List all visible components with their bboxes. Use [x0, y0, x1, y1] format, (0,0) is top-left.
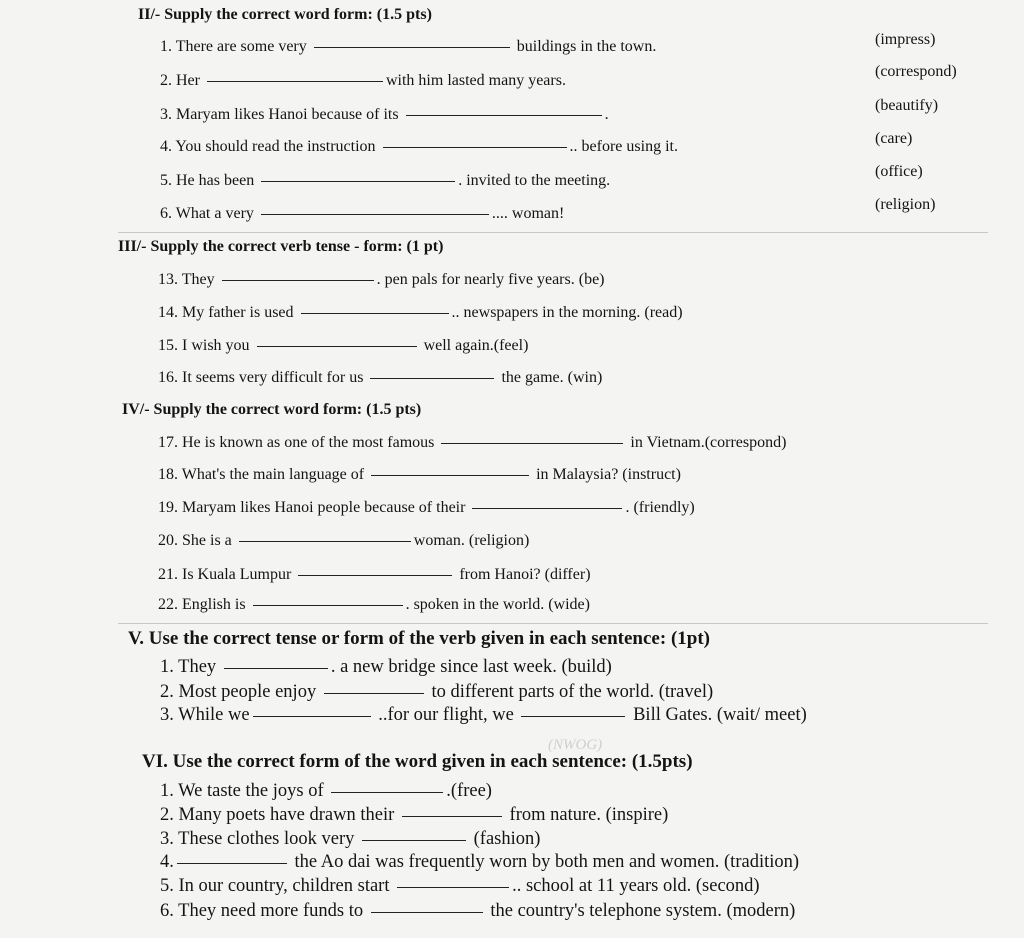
section-2-title: II/- Supply the correct word form: (1.5 pts)	[138, 6, 432, 23]
item-text-after: the country's telephone system. (modern)	[490, 901, 796, 921]
item-text-after: .... woman!	[491, 205, 565, 222]
item-text-before: Most people enjoy	[178, 682, 317, 702]
s6-item-6	[160, 901, 795, 922]
item-number: 22.	[158, 596, 178, 613]
item-text-after: . invited to the meeting.	[458, 172, 611, 189]
item-number: 2.	[160, 805, 174, 825]
answer-blank[interactable]	[402, 815, 502, 817]
s2-hint-5: (office)	[875, 163, 923, 180]
item-number: 2.	[160, 682, 174, 702]
answer-blank-meet[interactable]	[521, 715, 625, 717]
answer-blank[interactable]	[257, 345, 417, 347]
s4-item-20	[158, 532, 529, 550]
s6-item-1	[160, 781, 492, 802]
item-text-after: . a new bridge since last week. (build)	[330, 657, 612, 677]
s5-item-2	[160, 682, 713, 703]
item-text-after: .	[604, 106, 609, 123]
s6-item-4	[160, 852, 799, 873]
bleed-through-text: (NWOG)	[548, 737, 603, 753]
answer-blank-wait[interactable]	[253, 715, 371, 717]
s2-item-1	[160, 38, 656, 56]
s3-item-16	[158, 369, 602, 387]
item-text-after: the Ao dai was frequently worn by both men and women. (tradition)	[294, 852, 800, 872]
answer-blank[interactable]	[383, 146, 567, 148]
s3-item-15	[158, 337, 528, 355]
item-text-before: Is Kuala Lumpur	[182, 566, 292, 583]
s4-item-17	[158, 434, 786, 452]
answer-blank[interactable]	[298, 574, 452, 576]
item-text-after: . (friendly)	[625, 499, 695, 516]
answer-blank[interactable]	[207, 80, 383, 82]
item-text-after: well again.(feel)	[423, 337, 529, 354]
item-text-before: You should read the instruction	[175, 138, 376, 155]
answer-blank[interactable]	[331, 791, 443, 793]
answer-blank[interactable]	[441, 442, 623, 444]
s4-item-19	[158, 499, 695, 517]
answer-blank[interactable]	[371, 474, 529, 476]
answer-blank[interactable]	[224, 667, 328, 669]
item-number: 17.	[158, 434, 178, 451]
s4-item-18	[158, 466, 681, 484]
s5-item-1	[160, 657, 612, 678]
item-text-before: What's the main language of	[181, 466, 365, 483]
answer-blank[interactable]	[239, 540, 411, 542]
answer-blank[interactable]	[406, 114, 602, 116]
item-number: 6.	[160, 205, 172, 222]
s2-hint-4: (care)	[875, 130, 913, 147]
item-number: 5.	[160, 172, 172, 189]
s2-item-5	[160, 172, 610, 190]
item-text-after: .. before using it.	[569, 138, 678, 155]
s6-item-2	[160, 805, 668, 826]
s2-item-6	[160, 205, 564, 223]
item-text-before: In our country, children start	[178, 876, 390, 896]
item-text-before: Her	[176, 72, 200, 89]
answer-blank[interactable]	[253, 604, 403, 606]
s2-hint-1: (impress)	[875, 31, 936, 48]
item-text-after: (fashion)	[473, 829, 541, 849]
item-text-before: We taste the joys of	[178, 781, 324, 801]
answer-blank[interactable]	[261, 180, 455, 182]
item-text-before: These clothes look very	[178, 829, 355, 849]
item-text-after: .. newspapers in the morning. (read)	[451, 304, 683, 321]
item-text-before: They need more funds to	[178, 901, 364, 921]
item-number: 13.	[158, 271, 178, 288]
item-number: 20.	[158, 532, 178, 549]
item-text-before: He is known as one of the most famous	[182, 434, 435, 451]
answer-blank[interactable]	[177, 862, 287, 864]
item-number: 2.	[160, 72, 172, 89]
item-number: 1.	[160, 781, 174, 801]
s2-hint-6: (religion)	[875, 196, 936, 213]
item-number: 18.	[158, 466, 178, 483]
item-text-after: in Malaysia? (instruct)	[536, 466, 681, 483]
section-5-title: V. Use the correct tense or form of the verb given in each sentence: (1pt)	[128, 628, 710, 649]
answer-blank[interactable]	[261, 213, 489, 215]
item-text-before: There are some very	[175, 38, 307, 55]
item-text-before: They	[181, 271, 215, 288]
item-text-mid: ..for our flight, we	[378, 705, 514, 725]
item-text-after: . pen pals for nearly five years. (be)	[376, 271, 605, 288]
item-number: 1.	[160, 657, 174, 677]
item-text-before: I wish you	[182, 337, 250, 354]
item-text-before: While we	[178, 705, 250, 725]
s2-item-2	[160, 72, 566, 90]
item-text-after: buildings in the town.	[516, 38, 657, 55]
item-text-after: in Vietnam.(correspond)	[630, 434, 787, 451]
section-6-title: VI. Use the correct form of the word given in each sentence: (1.5pts)	[142, 751, 693, 772]
s4-item-22	[158, 596, 590, 614]
item-text-after: from nature. (inspire)	[509, 805, 669, 825]
item-text-after: to different parts of the world. (travel)	[431, 682, 714, 702]
s5-item-3	[160, 705, 807, 726]
item-text-after: .(free)	[446, 781, 492, 801]
item-text-after: from Hanoi? (differ)	[459, 566, 591, 583]
answer-blank[interactable]	[472, 507, 622, 509]
answer-blank[interactable]	[324, 692, 424, 694]
s4-item-21	[158, 566, 591, 584]
section-divider	[118, 232, 988, 233]
item-text-before: Many poets have drawn their	[178, 805, 395, 825]
item-text-after: with him lasted many years.	[385, 72, 566, 89]
item-text-before: What a very	[175, 205, 254, 222]
s6-item-5	[160, 876, 760, 897]
item-text-before: She is a	[182, 532, 232, 549]
item-number: 4.	[160, 852, 174, 872]
answer-blank[interactable]	[362, 839, 466, 841]
item-number: 14.	[158, 304, 178, 321]
s6-item-3	[160, 829, 540, 850]
item-number: 19.	[158, 499, 178, 516]
item-number: 3.	[160, 829, 174, 849]
item-number: 15.	[158, 337, 178, 354]
s2-item-4	[160, 138, 678, 156]
item-text-before: Maryam likes Hanoi because of its	[176, 106, 399, 123]
item-text-before: My father is used	[182, 304, 294, 321]
s3-item-13	[158, 271, 605, 289]
item-text-after: . spoken in the world. (wide)	[405, 596, 590, 613]
item-text-before: They	[178, 657, 217, 677]
item-text-before: English is	[182, 596, 246, 613]
answer-blank[interactable]	[314, 46, 510, 48]
section-4-title: IV/- Supply the correct word form: (1.5 pts)	[122, 401, 422, 418]
s2-hint-3: (beautify)	[875, 97, 939, 114]
item-text-before: It seems very difficult for us	[182, 369, 364, 386]
item-text-after: woman. (religion)	[413, 532, 530, 549]
s2-hint-2: (correspond)	[875, 63, 957, 80]
answer-blank[interactable]	[222, 279, 374, 281]
item-number: 1.	[160, 38, 172, 55]
item-text-after: .. school at 11 years old. (second)	[512, 876, 760, 896]
item-text-before: He has been	[176, 172, 255, 189]
item-text-after: the game. (win)	[501, 369, 603, 386]
item-number: 16.	[158, 369, 178, 386]
section-divider	[118, 623, 988, 624]
item-number: 3.	[160, 705, 174, 725]
s2-item-3	[160, 106, 609, 124]
answer-blank[interactable]	[397, 886, 509, 888]
item-number: 6.	[160, 901, 174, 921]
answer-blank[interactable]	[370, 377, 494, 379]
answer-blank[interactable]	[371, 911, 483, 913]
item-number: 3.	[160, 106, 172, 123]
item-number: 5.	[160, 876, 174, 896]
item-text-after: Bill Gates. (wait/ meet)	[633, 705, 807, 725]
item-text-before: Maryam likes Hanoi people because of their	[182, 499, 466, 516]
item-number: 21.	[158, 566, 178, 583]
item-number: 4.	[160, 138, 172, 155]
section-3-title: III/- Supply the correct verb tense - form: (1 pt)	[118, 238, 444, 255]
s3-item-14	[158, 304, 683, 322]
answer-blank[interactable]	[301, 312, 449, 314]
